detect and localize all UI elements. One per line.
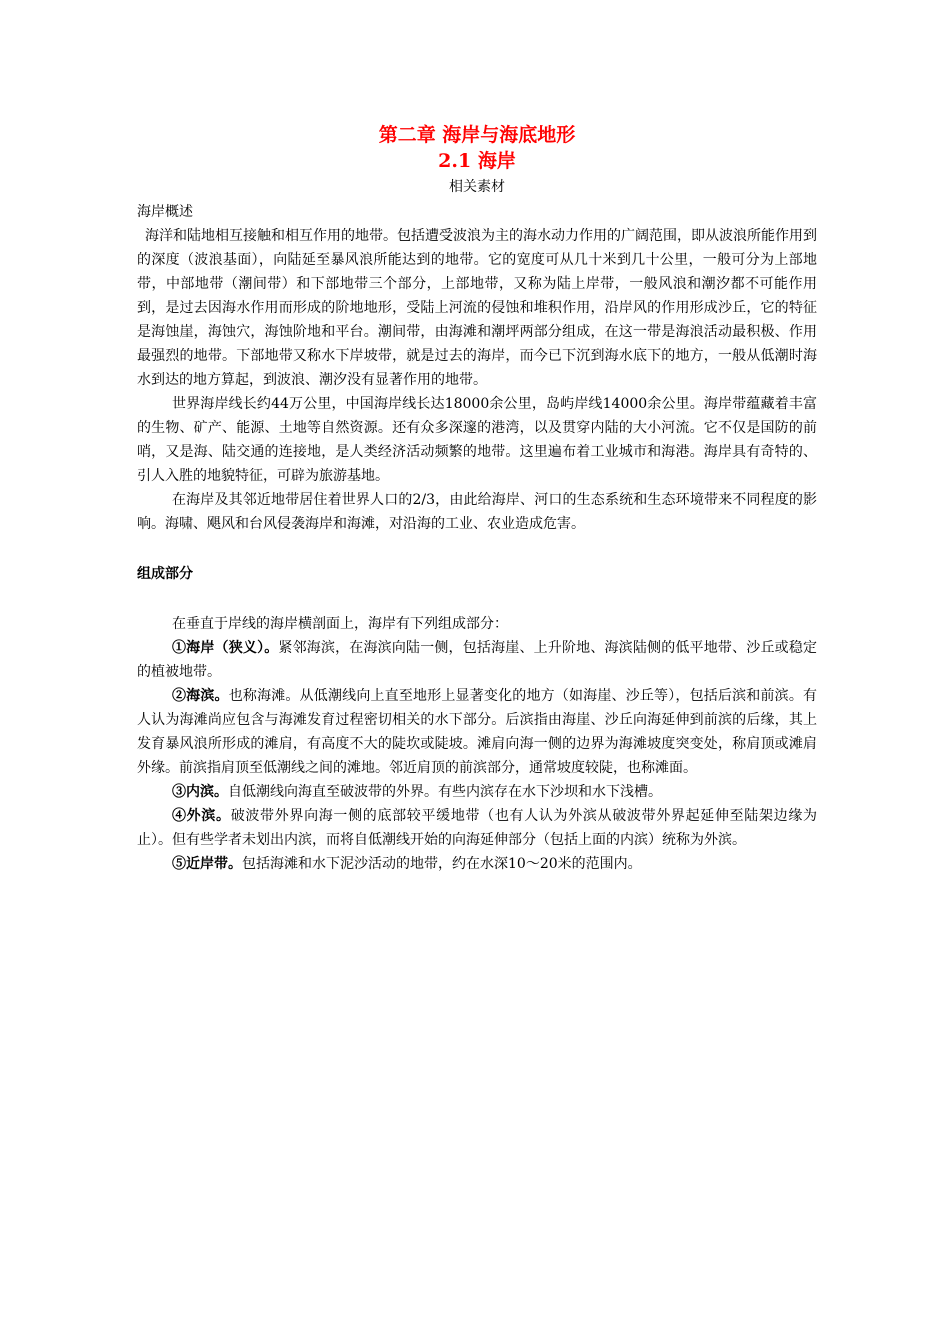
item-text: 包括海滩和水下泥沙活动的地带，约在水深10～20米的范围内。 — [242, 856, 642, 872]
document-page — [137, 122, 817, 876]
item-term: ③内滨。 — [172, 784, 228, 800]
overview-paragraph: 世界海岸线长约44万公里，中国海岸线长达18000余公里，岛屿岸线14000余公里。海岸带蕴藏着丰富的生物、矿产、能源、土地等自然资源。还有众多深邃的港湾，以及贯穿内陆的大小河流。它不仅是国防的前哨，又是海、陆交通的连接地，是人类经济活动频繁的地带。这里遍布着工业城市和海港。海岸具有奇特的、引人入胜的地貌特征，可辟为旅游基地。 — [137, 396, 817, 484]
overview-label: 海岸概述 — [137, 204, 193, 220]
item-term: ⑤近岸带。 — [172, 856, 242, 872]
item-text: 自低潮线向海直至破波带的外界。有些内滨存在水下沙坝和水下浅槽。 — [228, 784, 662, 800]
item-text: 破波带外界向海一侧的底部较平缓地带（也有人认为外滨从破波带外界起延伸至陆架边缘为止）。但有些学者未划出内滨，而将自低潮线开始的向海延伸部分（包括上面的内滨）统称为外滨。 — [137, 808, 818, 848]
section-title: 2.1 海岸 — [438, 150, 516, 172]
item-text: 也称海滩。从低潮线向上直至地形上显著变化的地方（如海崖、沙丘等），包括后滨和前滨。有人认为海滩尚应包含与海滩发育过程密切相关的水下部分。后滨指由海崖、沙丘向海延伸到前滨的后缘，其上发育暴风浪所形成的滩肩，有高度不大的陡坎或陡坡。滩肩向海一侧的边界为海滩坡度突变处，称肩顶或滩肩外缘。前滨指肩顶至低潮线之间的滩地。邻近肩顶的前滨部分，通常坡度较陡，也称滩面。 — [137, 688, 818, 776]
overview-paragraph: 海洋和陆地相互接触和相互作用的地带。包括遭受波浪为主的海水动力作用的广阔范围，即从波浪所能作用到的深度（波浪基面），向陆延至暴风浪所能达到的地带。它的宽度可从几十米到几十公里，一般可分为上部地带，中部地带（潮间带）和下部地带三个部分，上部地带，又称为陆上岸带，一般风浪和潮汐都不可能作用到，是过去因海水作用而形成的阶地地形，受陆上河流的侵蚀和堆积作用，沿岸风的作用形成沙丘，它的特征是海蚀崖，海蚀穴，海蚀阶地和平台。潮间带，由海滩和潮坪两部分组成，在这一带是海浪活动最积极、作用最强烈的地带。下部地带又称水下岸坡带，就是过去的海岸，而今已下沉到海水底下的地方，一般从低潮时海水到达的地方算起，到波浪、潮汐没有显著作用的地带。 — [137, 228, 817, 388]
composition-heading: 组成部分 — [137, 566, 193, 582]
overview-paragraph: 在海岸及其邻近地带居住着世界人口的2/3，由此给海岸、河口的生态系统和生态环境带来不同程度的影响。海啸、飓风和台风侵袭海岸和海滩，对沿海的工业、农业造成危害。 — [137, 492, 817, 532]
subtitle: 相关素材 — [449, 179, 505, 195]
item-term: ②海滨。 — [172, 688, 229, 704]
item-term: ④外滨。 — [172, 808, 231, 824]
composition-intro: 在垂直于岸线的海岸横剖面上，海岸有下列组成部分： — [172, 616, 508, 632]
composition-item — [137, 852, 817, 876]
composition-item — [137, 780, 817, 804]
item-term: ①海岸（狭义）。 — [172, 640, 279, 656]
composition-item — [137, 636, 817, 684]
item-text: 紧邻海滨，在海滨向陆一侧，包括海崖、上升阶地、海滨陆侧的低平地带、沙丘或稳定的植被地带。 — [137, 640, 817, 680]
composition-item — [137, 804, 817, 852]
composition-item — [137, 684, 817, 780]
chapter-title: 第二章 海岸与海底地形 — [378, 124, 576, 146]
